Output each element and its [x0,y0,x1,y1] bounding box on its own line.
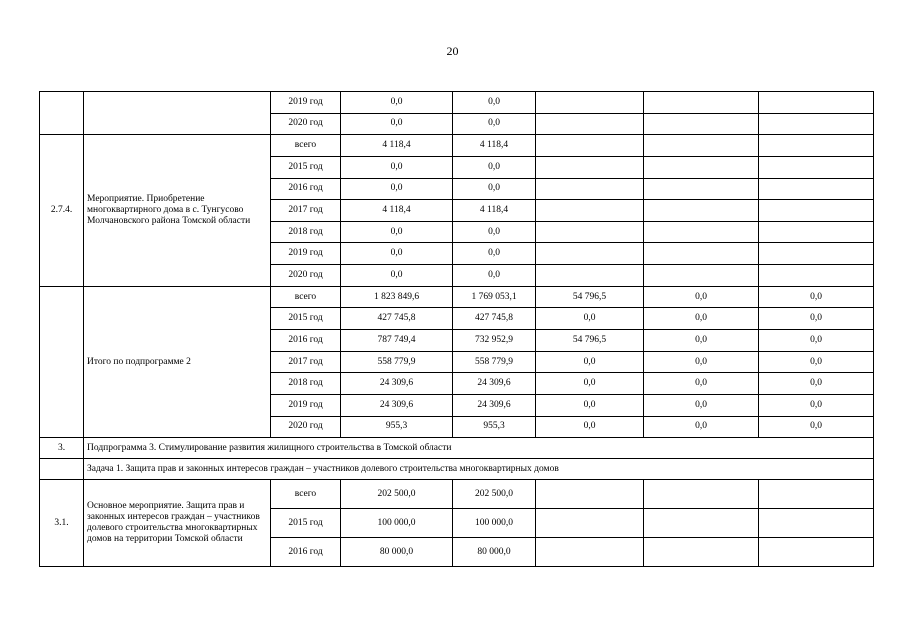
value-cell: 955,3 [453,416,536,438]
total-cell: 955,3 [341,416,453,438]
value-cell: 427 745,8 [453,308,536,330]
total-cell: 4 118,4 [341,135,453,157]
year-cell: 2016 год [271,178,341,200]
value-cell: 558 779,9 [453,351,536,373]
total-cell: 0,0 [341,178,453,200]
year-cell: 2018 год [271,373,341,395]
value-cell: 0,0 [453,265,536,287]
task-title: Задача 1. Защита прав и законных интересов граждан – участников долевого строительства многоквартирных домов [84,459,874,480]
year-cell: всего [271,480,341,509]
value-cell [644,113,759,135]
value-cell [644,509,759,538]
total-cell: 0,0 [341,265,453,287]
value-cell [536,480,644,509]
year-cell: 2017 год [271,351,341,373]
value-cell [536,92,644,114]
table-row [40,286,874,308]
value-cell: 0,0 [644,351,759,373]
year-cell: всего [271,135,341,157]
value-cell: 0,0 [644,373,759,395]
code-cell [40,459,84,480]
value-cell: 0,0 [536,373,644,395]
value-cell: 100 000,0 [453,509,536,538]
page-number: 20 [446,44,459,58]
value-cell: 0,0 [536,351,644,373]
value-cell: 732 952,9 [453,330,536,352]
total-cell: 0,0 [341,92,453,114]
value-cell [536,538,644,567]
value-cell [759,243,874,265]
value-cell: 24 309,6 [453,394,536,416]
value-cell: 24 309,6 [453,373,536,395]
table-row [40,459,874,480]
year-cell: 2016 год [271,330,341,352]
year-cell: 2018 год [271,221,341,243]
value-cell [536,135,644,157]
value-cell [536,113,644,135]
value-cell [536,243,644,265]
value-cell [644,135,759,157]
value-cell [644,243,759,265]
value-cell: 0,0 [453,113,536,135]
value-cell: 0,0 [644,416,759,438]
value-cell: 0,0 [453,178,536,200]
table-row [40,480,874,509]
year-cell: 2020 год [271,113,341,135]
value-cell: 0,0 [759,330,874,352]
value-cell [759,200,874,222]
year-cell: всего [271,286,341,308]
value-cell: 0,0 [644,394,759,416]
value-cell: 0,0 [453,243,536,265]
value-cell [759,480,874,509]
value-cell: 0,0 [759,416,874,438]
total-cell: 0,0 [341,221,453,243]
value-cell [536,265,644,287]
total-cell: 202 500,0 [341,480,453,509]
subprogram-title: Подпрограмма 3. Стимулирование развития жилищного строительства в Томской области [84,438,874,459]
value-cell [759,265,874,287]
code-cell: 3. [40,438,84,459]
value-cell [644,221,759,243]
value-cell: 4 118,4 [453,135,536,157]
value-cell: 0,0 [644,308,759,330]
value-cell [759,178,874,200]
total-cell: 0,0 [341,243,453,265]
total-cell: 100 000,0 [341,509,453,538]
year-cell: 2017 год [271,200,341,222]
total-cell: 0,0 [341,156,453,178]
value-cell: 54 796,5 [536,286,644,308]
value-cell: 0,0 [759,394,874,416]
value-cell [759,92,874,114]
value-cell: 0,0 [759,308,874,330]
value-cell [536,509,644,538]
value-cell: 1 769 053,1 [453,286,536,308]
value-cell: 0,0 [453,221,536,243]
value-cell: 0,0 [453,156,536,178]
value-cell [644,200,759,222]
year-cell: 2015 год [271,156,341,178]
value-cell: 0,0 [453,92,536,114]
total-cell: 1 823 849,6 [341,286,453,308]
year-cell: 2019 год [271,394,341,416]
total-cell: 24 309,6 [341,394,453,416]
value-cell: 80 000,0 [453,538,536,567]
value-cell [536,178,644,200]
value-cell [759,113,874,135]
year-cell: 2020 год [271,265,341,287]
total-cell: 4 118,4 [341,200,453,222]
total-cell: 558 779,9 [341,351,453,373]
total-cell: 427 745,8 [341,308,453,330]
year-cell: 2020 год [271,416,341,438]
name-cell: Основное мероприятие. Защита прав и законных интересов граждан – участников долевого строительства многоквартирных домов на территории Томской области [84,480,271,567]
value-cell: 0,0 [644,330,759,352]
value-cell: 0,0 [759,351,874,373]
value-cell [759,538,874,567]
value-cell [644,92,759,114]
value-cell: 0,0 [759,373,874,395]
name-cell: Итого по подпрограмме 2 [84,286,271,437]
value-cell [536,156,644,178]
year-cell: 2019 год [271,243,341,265]
value-cell [644,480,759,509]
table-row [40,438,874,459]
value-cell: 0,0 [536,394,644,416]
year-cell: 2016 год [271,538,341,567]
value-cell [759,156,874,178]
year-cell: 2015 год [271,509,341,538]
value-cell: 202 500,0 [453,480,536,509]
value-cell: 4 118,4 [453,200,536,222]
value-cell: 0,0 [536,416,644,438]
value-cell [759,509,874,538]
name-cell: Мероприятие. Приобретение многоквартирного дома в с. Тунгусово Молчановского района Томской области [84,135,271,286]
value-cell [759,221,874,243]
value-cell [644,538,759,567]
year-cell: 2015 год [271,308,341,330]
table-row [40,135,874,157]
total-cell: 24 309,6 [341,373,453,395]
value-cell: 0,0 [536,308,644,330]
value-cell [644,178,759,200]
code-cell: 3.1. [40,480,84,567]
value-cell [759,135,874,157]
year-cell: 2019 год [271,92,341,114]
code-cell: 2.7.4. [40,135,84,286]
value-cell: 54 796,5 [536,330,644,352]
value-cell [536,221,644,243]
name-cell [84,92,271,135]
total-cell: 80 000,0 [341,538,453,567]
value-cell: 0,0 [644,286,759,308]
code-cell [40,286,84,437]
value-cell [536,200,644,222]
value-cell: 0,0 [759,286,874,308]
code-cell [40,92,84,135]
value-cell [644,265,759,287]
value-cell [644,156,759,178]
table-row [40,92,874,114]
budget-table [39,91,874,567]
total-cell: 0,0 [341,113,453,135]
total-cell: 787 749,4 [341,330,453,352]
